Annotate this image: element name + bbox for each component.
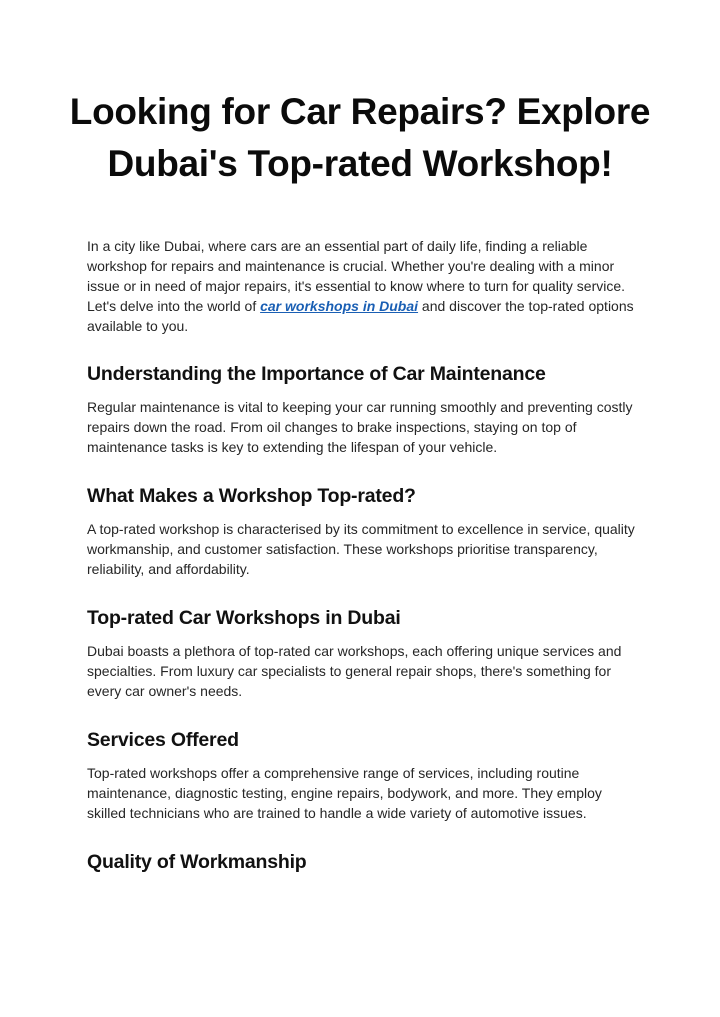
article-body [87, 236, 637, 885]
section-heading: Top-rated Car Workshops in Dubai [87, 607, 401, 629]
section-heading: Quality of Workmanship [87, 851, 307, 873]
intro-paragraph [87, 236, 637, 336]
car-workshops-link[interactable]: car workshops in Dubai [260, 298, 419, 314]
section-top-rated-workshops [87, 605, 637, 701]
section-paragraph: Regular maintenance is vital to keeping your car running smoothly and preventing costly repairs down the road. From oil changes to brake inspections, staying on top of maintenance tasks is key to extending the lifespan of your vehicle. [87, 399, 633, 455]
section-top-rated-criteria [87, 483, 637, 579]
page-title: Looking for Car Repairs? Explore Dubai's Top-rated Workshop! [69, 91, 651, 184]
section-heading: What Makes a Workshop Top-rated? [87, 485, 416, 507]
section-car-maintenance [87, 361, 637, 457]
section-heading: Understanding the Importance of Car Maintenance [87, 363, 546, 385]
section-paragraph: Top-rated workshops offer a comprehensive range of services, including routine maintenance, diagnostic testing, engine repairs, bodywork, and more. They employ skilled technicians who are trained to handle a wide variety of automotive issues. [87, 765, 602, 821]
intro-text-before-link: In a city like Dubai, where cars are an essential part of daily life, finding a reliable workshop for repairs and maintenance is crucial. Whether you're dealing with a minor issue or in need of major repairs, it's essential to know where to turn for quality service. Let's delve into the world of [87, 238, 626, 314]
section-quality-workmanship [87, 849, 637, 875]
section-services-offered [87, 727, 637, 823]
section-paragraph: Dubai boasts a plethora of top-rated car workshops, each offering unique services and specialties. From luxury car specialists to general repair shops, there's something for every car owner's needs. [87, 643, 622, 699]
section-paragraph: A top-rated workshop is characterised by its commitment to excellence in service, quality workmanship, and customer satisfaction. These workshops prioritise transparency, reliability, and affordability. [87, 521, 635, 577]
intro-text-after-link: and discover the top-rated options available to you. [87, 298, 634, 334]
section-heading: Services Offered [87, 729, 239, 751]
